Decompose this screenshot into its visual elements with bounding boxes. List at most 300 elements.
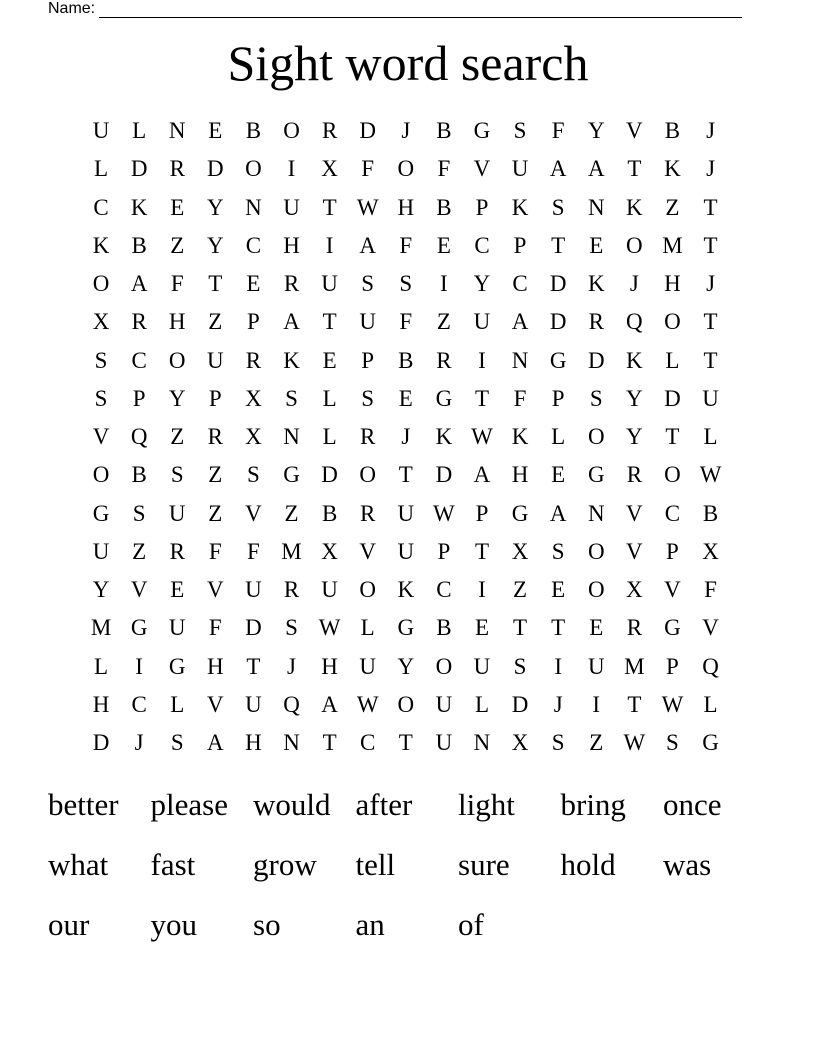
grid-letter[interactable]: D — [245, 615, 262, 641]
grid-letter[interactable]: Y — [207, 232, 224, 258]
grid-letter[interactable]: A — [321, 691, 338, 717]
grid-letter[interactable]: Y — [626, 424, 643, 449]
grid-letter[interactable]: I — [287, 156, 296, 182]
grid-letter[interactable]: T — [627, 156, 642, 182]
grid-letter[interactable]: V — [207, 691, 224, 717]
grid-letter[interactable]: F — [551, 118, 565, 143]
grid-letter[interactable]: U — [92, 538, 110, 564]
grid-letter[interactable]: P — [361, 347, 375, 373]
word-bank-word: you — [150, 907, 197, 942]
grid-letter[interactable]: X — [321, 156, 338, 182]
grid-letter[interactable]: N — [283, 730, 300, 755]
grid-letter[interactable]: C — [436, 577, 452, 602]
grid-letter[interactable]: G — [587, 462, 605, 488]
grid-letter[interactable]: Z — [132, 538, 147, 564]
grid-letter[interactable]: J — [553, 691, 563, 717]
grid-letter[interactable]: A — [359, 232, 377, 258]
grid-letter[interactable]: X — [626, 577, 643, 602]
grid-letter[interactable]: O — [283, 118, 300, 143]
grid-letter[interactable]: S — [170, 462, 184, 488]
grid-letter[interactable]: A — [511, 309, 529, 335]
grid-letter[interactable]: O — [626, 232, 643, 258]
grid-letter[interactable]: U — [207, 347, 224, 373]
word-bank-row — [48, 835, 766, 895]
grid-letter[interactable]: U — [473, 309, 491, 335]
name-line — [48, 0, 742, 18]
grid-letter[interactable]: G — [511, 500, 529, 526]
grid-letter[interactable]: W — [318, 615, 341, 641]
grid-letter[interactable]: O — [359, 462, 377, 488]
grid-letter[interactable]: F — [361, 156, 375, 182]
grid-letter[interactable]: S — [551, 730, 565, 755]
grid-letter[interactable]: L — [665, 347, 680, 373]
grid-letter[interactable]: U — [245, 691, 262, 717]
grid-letter[interactable]: W — [699, 462, 722, 488]
grid-letter[interactable]: P — [666, 653, 679, 679]
grid-letter[interactable]: N — [245, 194, 262, 220]
grid-letter[interactable]: D — [511, 691, 529, 717]
grid-letter[interactable]: K — [435, 424, 453, 449]
grid-letter[interactable]: P — [551, 385, 565, 411]
grid-letter[interactable]: B — [436, 194, 452, 220]
grid-letter[interactable]: C — [512, 271, 528, 296]
grid-row — [82, 648, 730, 686]
grid-letter[interactable]: B — [245, 118, 262, 143]
grid-letter[interactable]: K — [283, 347, 300, 373]
grid-letter[interactable]: R — [436, 347, 452, 373]
grid-letter[interactable]: U — [397, 538, 415, 564]
grid-letter[interactable]: I — [325, 232, 334, 258]
grid-letter[interactable]: T — [322, 309, 337, 335]
grid-letter[interactable]: C — [245, 232, 262, 258]
grid-letter[interactable]: I — [554, 653, 562, 679]
grid-letter[interactable]: R — [245, 347, 262, 373]
grid-letter[interactable]: D — [92, 730, 110, 755]
grid-letter[interactable]: O — [168, 347, 186, 373]
grid-letter[interactable]: T — [246, 653, 261, 679]
grid-letter[interactable]: J — [706, 118, 716, 143]
grid-letter[interactable]: Q — [626, 309, 643, 335]
grid-letter[interactable]: X — [321, 538, 338, 564]
grid-letter[interactable]: I — [478, 577, 486, 602]
grid-letter[interactable]: H — [321, 653, 338, 679]
grid-letter[interactable]: U — [168, 500, 186, 526]
grid-letter[interactable]: O — [664, 309, 681, 335]
grid-letter[interactable]: S — [361, 271, 375, 296]
grid-letter[interactable]: T — [474, 538, 490, 564]
grid-letter[interactable]: Z — [436, 309, 451, 335]
grid-letter[interactable]: R — [131, 309, 147, 335]
grid-letter[interactable]: S — [285, 385, 298, 411]
grid-letter[interactable]: R — [360, 500, 376, 526]
grid-letter[interactable]: E — [589, 615, 604, 641]
grid-letter[interactable]: U — [321, 271, 338, 296]
grid-letter[interactable]: B — [321, 500, 338, 526]
grid-letter[interactable]: S — [666, 730, 679, 755]
grid-letter[interactable]: S — [399, 271, 413, 296]
grid-letter[interactable]: O — [587, 577, 605, 602]
grid-letter[interactable]: U — [168, 615, 186, 641]
word-bank-word: was — [663, 847, 712, 882]
grid-letter[interactable]: F — [399, 309, 413, 335]
grid-letter[interactable]: O — [92, 462, 110, 488]
grid-letter[interactable]: X — [245, 385, 262, 411]
grid-letter[interactable]: A — [473, 462, 491, 488]
grid-letter[interactable]: D — [435, 462, 453, 488]
grid-letter[interactable]: S — [132, 500, 146, 526]
grid-letter[interactable]: J — [134, 730, 144, 755]
grid-letter[interactable]: C — [664, 500, 681, 526]
grid-letter[interactable]: T — [322, 194, 337, 220]
grid-letter[interactable]: S — [551, 538, 565, 564]
grid-letter[interactable]: N — [587, 194, 605, 220]
grid-letter[interactable]: P — [437, 538, 451, 564]
grid-letter[interactable]: T — [398, 462, 413, 488]
grid-letter[interactable]: G — [168, 653, 186, 679]
grid-letter[interactable]: V — [207, 577, 224, 602]
grid-letter[interactable]: C — [131, 691, 147, 717]
grid-letter[interactable]: T — [551, 232, 566, 258]
grid-letter[interactable]: T — [703, 309, 718, 335]
grid-letter[interactable]: G — [283, 462, 300, 488]
grid-letter[interactable]: L — [474, 691, 490, 717]
grid-letter[interactable]: B — [436, 615, 452, 641]
grid-letter[interactable]: H — [283, 232, 300, 258]
grid-letter[interactable]: V — [359, 538, 377, 564]
grid-row — [82, 456, 730, 494]
grid-letter[interactable]: V — [130, 577, 148, 602]
grid-letter[interactable]: R — [588, 309, 604, 335]
grid-letter[interactable]: Z — [170, 232, 185, 258]
grid-letter[interactable]: U — [359, 309, 377, 335]
grid-letter[interactable]: Y — [92, 577, 110, 602]
grid-letter[interactable]: U — [283, 194, 300, 220]
grid-letter[interactable]: V — [702, 615, 719, 641]
grid-letter[interactable]: E — [474, 615, 490, 641]
grid-letter[interactable]: Q — [702, 653, 719, 679]
grid-letter[interactable]: Z — [208, 309, 223, 335]
grid-letter[interactable]: W — [471, 424, 493, 449]
grid-letter[interactable]: M — [90, 615, 112, 641]
grid-letter[interactable]: K — [511, 424, 529, 449]
grid-letter[interactable]: Y — [397, 653, 415, 679]
grid-letter[interactable]: F — [437, 156, 451, 182]
grid-letter[interactable]: N — [473, 730, 491, 755]
grid-letter[interactable]: E — [398, 385, 413, 411]
grid-letter[interactable]: I — [135, 653, 143, 679]
grid-letter[interactable]: L — [703, 691, 718, 717]
grid-letter[interactable]: P — [513, 232, 527, 258]
grid-letter[interactable]: C — [474, 232, 490, 258]
grid-letter[interactable]: V — [626, 500, 643, 526]
grid-letter[interactable]: H — [511, 462, 529, 488]
grid-letter[interactable]: R — [360, 424, 376, 449]
grid-letter[interactable]: K — [626, 347, 643, 373]
grid-letter[interactable]: G — [92, 500, 110, 526]
grid-letter[interactable]: G — [473, 118, 491, 143]
grid-letter[interactable]: O — [664, 462, 681, 488]
grid-letter[interactable]: Z — [208, 500, 223, 526]
page-title: Sight word search — [227, 35, 589, 91]
grid-letter[interactable]: P — [475, 500, 489, 526]
grid-letter[interactable]: L — [170, 691, 185, 717]
grid-letter[interactable]: N — [587, 500, 605, 526]
grid-letter[interactable]: T — [703, 347, 718, 373]
grid-letter[interactable]: A — [207, 730, 224, 755]
grid-letter[interactable]: J — [401, 424, 411, 449]
grid-letter[interactable]: X — [702, 538, 719, 564]
grid-letter[interactable]: O — [359, 577, 377, 602]
grid-letter[interactable]: H — [207, 653, 224, 679]
grid-letter[interactable]: Q — [283, 691, 300, 717]
grid-letter[interactable]: Q — [130, 424, 148, 449]
grid-letter[interactable]: T — [703, 232, 718, 258]
grid-letter[interactable]: L — [360, 615, 375, 641]
grid-letter[interactable]: U — [321, 577, 338, 602]
grid-letter[interactable]: S — [361, 385, 375, 411]
grid-letter[interactable]: D — [130, 156, 148, 182]
grid-letter[interactable]: V — [626, 538, 643, 564]
grid-letter[interactable]: O — [397, 156, 415, 182]
grid-letter[interactable]: Z — [589, 730, 604, 755]
grid-letter[interactable]: B — [664, 118, 681, 143]
grid-letter[interactable]: K — [626, 194, 643, 220]
grid-letter[interactable]: G — [435, 385, 453, 411]
grid-letter[interactable]: K — [130, 194, 148, 220]
grid-letter[interactable]: R — [169, 538, 185, 564]
grid-letter[interactable]: R — [626, 615, 643, 641]
grid-letter[interactable]: T — [398, 730, 413, 755]
grid-letter[interactable]: N — [511, 347, 529, 373]
grid-letter[interactable]: F — [399, 232, 413, 258]
grid-letter[interactable]: Z — [665, 194, 680, 220]
grid-letter[interactable]: E — [589, 232, 604, 258]
grid-letter[interactable]: L — [703, 424, 718, 449]
grid-letter[interactable]: D — [664, 385, 681, 411]
grid-letter[interactable]: F — [208, 538, 222, 564]
grid-letter[interactable]: R — [207, 424, 223, 449]
grid-letter[interactable]: Z — [284, 500, 299, 526]
grid-letter[interactable]: T — [513, 615, 528, 641]
grid-letter[interactable]: O — [587, 538, 605, 564]
grid-letter[interactable]: W — [356, 691, 379, 717]
grid-letter[interactable]: Y — [207, 194, 224, 220]
grid-letter[interactable]: M — [624, 653, 645, 679]
grid-letter[interactable]: X — [511, 730, 529, 755]
grid-letter[interactable]: T — [208, 271, 223, 296]
grid-letter[interactable]: R — [321, 118, 338, 143]
grid-letter[interactable]: G — [397, 615, 415, 641]
grid-letter[interactable]: P — [208, 385, 222, 411]
grid-letter[interactable]: J — [629, 271, 639, 296]
grid-letter[interactable]: U — [702, 385, 719, 411]
grid-letter[interactable]: Z — [513, 577, 528, 602]
grid-letter[interactable]: H — [168, 309, 186, 335]
grid-letter[interactable]: X — [92, 309, 110, 335]
grid-letter[interactable]: T — [322, 730, 337, 755]
grid-letter[interactable]: M — [662, 232, 683, 258]
grid-letter[interactable]: S — [285, 615, 298, 641]
grid-letter[interactable]: S — [589, 385, 603, 411]
grid-letter[interactable]: Y — [626, 385, 643, 411]
grid-letter[interactable]: K — [587, 271, 605, 296]
grid-letter[interactable]: C — [131, 347, 147, 373]
grid-letter[interactable]: A — [130, 271, 148, 296]
grid-letter[interactable]: H — [664, 271, 681, 296]
grid-letter[interactable]: K — [664, 156, 681, 182]
grid-letter[interactable]: R — [169, 156, 185, 182]
grid-letter[interactable]: D — [321, 462, 338, 488]
grid-letter[interactable]: O — [245, 156, 262, 182]
grid-letter[interactable]: E — [436, 232, 451, 258]
grid-letter[interactable]: F — [704, 577, 717, 602]
grid-letter[interactable]: Y — [587, 118, 605, 143]
grid-letter[interactable]: S — [551, 194, 565, 220]
grid-letter[interactable]: K — [397, 577, 415, 602]
grid-letter[interactable]: I — [592, 691, 601, 717]
grid-letter[interactable]: U — [587, 653, 605, 679]
grid-letter[interactable]: A — [283, 309, 300, 335]
grid-letter[interactable]: T — [551, 615, 566, 641]
grid-letter[interactable]: A — [587, 156, 605, 182]
grid-letter[interactable]: I — [478, 347, 486, 373]
grid-letter[interactable]: W — [356, 194, 379, 220]
grid-letter[interactable]: J — [706, 156, 716, 182]
grid-letter[interactable]: K — [511, 194, 529, 220]
grid-letter[interactable]: G — [664, 615, 681, 641]
grid-letter[interactable]: A — [549, 500, 567, 526]
grid-letter[interactable]: J — [287, 653, 296, 679]
grid-letter[interactable]: L — [94, 653, 109, 679]
grid-letter[interactable]: G — [549, 347, 567, 373]
grid-letter[interactable]: O — [435, 653, 453, 679]
grid-letter[interactable]: B — [436, 118, 452, 143]
grid-letter[interactable]: Z — [170, 424, 185, 449]
name-write-line[interactable] — [99, 3, 742, 18]
grid-letter[interactable]: S — [513, 653, 527, 679]
grid-letter[interactable]: E — [551, 462, 566, 488]
grid-letter[interactable]: B — [131, 232, 147, 258]
grid-letter[interactable]: E — [170, 577, 185, 602]
grid-letter[interactable]: D — [587, 347, 605, 373]
grid-letter[interactable]: U — [359, 653, 377, 679]
grid-letter[interactable]: F — [170, 271, 184, 296]
grid-letter[interactable]: M — [281, 538, 302, 564]
grid-letter[interactable]: L — [551, 424, 566, 449]
grid-letter[interactable]: Z — [208, 462, 223, 488]
grid-letter[interactable]: T — [665, 424, 680, 449]
grid-letter[interactable]: I — [440, 271, 448, 296]
grid-letter[interactable]: O — [397, 691, 415, 717]
grid-letter[interactable]: U — [435, 691, 453, 717]
grid-letter[interactable]: O — [92, 271, 110, 296]
grid-letter[interactable]: V — [664, 577, 681, 602]
grid-letter[interactable]: H — [245, 730, 262, 755]
grid-letter[interactable]: D — [549, 309, 567, 335]
grid-letter[interactable]: S — [94, 385, 108, 411]
grid-letter[interactable]: A — [549, 156, 567, 182]
grid-letter[interactable]: K — [92, 232, 110, 258]
grid-letter[interactable]: D — [549, 271, 567, 296]
grid-letter[interactable]: J — [401, 118, 411, 143]
grid-letter[interactable]: T — [627, 691, 642, 717]
grid-letter[interactable]: V — [473, 156, 491, 182]
grid-letter[interactable]: C — [93, 194, 109, 220]
grid-letter[interactable]: L — [94, 156, 109, 182]
grid-letter[interactable]: X — [245, 424, 262, 449]
grid-letter[interactable]: D — [359, 118, 377, 143]
grid-letter[interactable]: R — [283, 577, 300, 602]
grid-letter[interactable]: U — [397, 500, 415, 526]
grid-letter[interactable]: J — [706, 271, 716, 296]
grid-letter[interactable]: W — [661, 691, 684, 717]
grid-letter[interactable]: B — [702, 500, 719, 526]
grid-letter[interactable]: G — [130, 615, 148, 641]
grid-letter[interactable]: X — [511, 538, 529, 564]
grid-letter[interactable]: E — [322, 347, 337, 373]
grid-letter[interactable]: R — [283, 271, 300, 296]
grid-letter[interactable]: E — [246, 271, 261, 296]
grid-letter[interactable]: H — [397, 194, 415, 220]
grid-letter[interactable]: P — [666, 538, 679, 564]
grid-letter[interactable]: T — [703, 194, 718, 220]
grid-row — [82, 609, 730, 647]
grid-letter[interactable]: P — [247, 309, 260, 335]
grid-letter[interactable]: V — [245, 500, 262, 526]
grid-letter[interactable]: V — [626, 118, 643, 143]
grid-letter[interactable]: F — [247, 538, 260, 564]
grid-letter[interactable]: W — [433, 500, 455, 526]
grid-letter[interactable]: U — [511, 156, 529, 182]
grid-letter[interactable]: Y — [473, 271, 491, 296]
grid-letter[interactable]: E — [208, 118, 223, 143]
grid-letter[interactable]: E — [170, 194, 185, 220]
grid-letter[interactable]: S — [513, 118, 527, 143]
grid-letter[interactable]: U — [435, 730, 453, 755]
grid-letter[interactable]: P — [132, 385, 146, 411]
grid-letter[interactable]: F — [208, 615, 222, 641]
grid-letter[interactable]: N — [283, 424, 300, 449]
grid-letter[interactable]: N — [168, 118, 186, 143]
word-bank-word: sure — [458, 847, 510, 882]
grid-letter[interactable]: U — [92, 118, 110, 143]
grid-letter[interactable]: Y — [168, 385, 186, 411]
grid-letter[interactable]: F — [513, 385, 527, 411]
grid-letter[interactable]: B — [131, 462, 147, 488]
grid-letter[interactable]: T — [474, 385, 490, 411]
grid-row — [82, 495, 730, 533]
grid-letter[interactable]: V — [92, 424, 110, 449]
grid-letter[interactable]: H — [92, 691, 110, 717]
grid-letter[interactable]: P — [475, 194, 489, 220]
grid-letter[interactable]: O — [587, 424, 605, 449]
grid-letter[interactable]: L — [322, 385, 337, 411]
grid-letter[interactable]: D — [207, 156, 224, 182]
grid-letter[interactable]: U — [473, 653, 491, 679]
grid-letter[interactable]: S — [94, 347, 108, 373]
grid-letter[interactable]: B — [398, 347, 414, 373]
grid-letter[interactable]: E — [551, 577, 566, 602]
grid-letter[interactable]: S — [170, 730, 184, 755]
grid-letter[interactable]: C — [360, 730, 376, 755]
grid-letter[interactable]: L — [322, 424, 337, 449]
grid-letter[interactable]: R — [626, 462, 643, 488]
grid-letter[interactable]: S — [247, 462, 260, 488]
grid-letter[interactable]: U — [245, 577, 262, 602]
grid-letter[interactable]: W — [623, 730, 646, 755]
grid-letter[interactable]: G — [702, 730, 719, 755]
grid-letter[interactable]: L — [132, 118, 147, 143]
